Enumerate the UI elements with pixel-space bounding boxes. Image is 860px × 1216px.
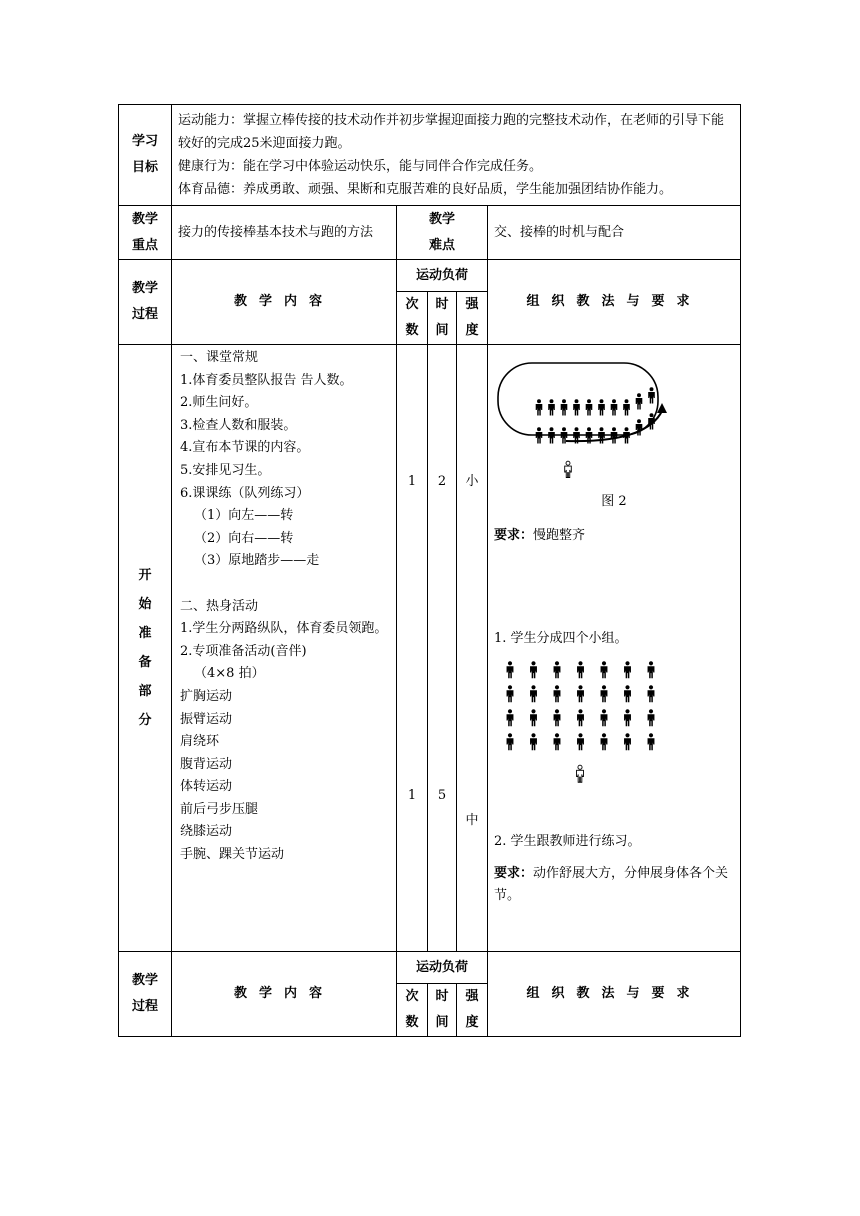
- content-header: 教学内容: [172, 260, 397, 345]
- student-figure-icon: [601, 733, 608, 750]
- student-figure-icon: [530, 661, 537, 678]
- section-label-char: 开: [138, 568, 152, 583]
- student-figure-icon: [586, 399, 593, 415]
- teacher-figure-icon: [577, 765, 584, 782]
- content-line: （2）向右——转: [194, 530, 294, 546]
- content-line: [180, 573, 390, 596]
- content-header-2: 教学内容: [172, 952, 397, 1037]
- student-figure-icon: [548, 427, 555, 443]
- student-figure-icon: [554, 685, 561, 702]
- times-header: [397, 292, 428, 345]
- student-figure-icon: [648, 685, 655, 702]
- running-track: [498, 363, 658, 435]
- section-label-char: 准: [138, 626, 152, 641]
- step-2: 2. 学生跟教师进行练习。: [494, 834, 641, 849]
- student-figure-icon: [507, 733, 514, 750]
- student-figure-icon: [507, 685, 514, 702]
- track-formation-diagram: [496, 357, 676, 497]
- student-figure-icon: [648, 733, 655, 750]
- student-figure-icon: [573, 399, 580, 415]
- section-content: [172, 345, 397, 952]
- content-line: 1.学生分两路纵队，体育委员领跑。: [180, 621, 388, 637]
- student-figure-icon: [554, 661, 561, 678]
- student-figure-icon: [554, 733, 561, 750]
- student-figure-icon: [536, 427, 543, 443]
- section-label-char: 分: [138, 713, 152, 728]
- intensity-cell: [457, 345, 488, 952]
- process-header-row-2: [119, 952, 741, 984]
- student-figure-icon: [530, 733, 537, 750]
- load2-time: 5: [437, 788, 447, 803]
- content-line: 2.师生问好。: [180, 395, 258, 411]
- content-line: 1.体育委员整队报告 告人数。: [180, 372, 353, 388]
- content-line: （4×8 拍）: [194, 666, 265, 682]
- student-figure-icon: [623, 399, 630, 415]
- student-figure-icon: [648, 661, 655, 678]
- objective-health: 健康行为：能在学习中体验运动快乐，能与同伴合作完成任务。: [178, 159, 543, 174]
- content-line: 4.宣布本节课的内容。: [180, 440, 310, 456]
- process-label-text: 教学过程: [131, 281, 158, 322]
- requirement-2-text: 动作舒展大方，分伸展身体各个关节。: [494, 866, 729, 903]
- requirement-2-label: 要求：: [494, 866, 534, 881]
- requirement-1-text: 慢跑整齐: [533, 528, 586, 543]
- load-header-2: 运动负荷: [397, 952, 488, 984]
- key-points-label: [119, 206, 172, 260]
- difficulty-content: [488, 206, 741, 260]
- key-points-row: [119, 206, 741, 260]
- objectives-label: [119, 105, 172, 206]
- four-groups-formation-diagram: [502, 657, 672, 797]
- lesson-plan-document: [118, 104, 741, 1037]
- content-line: 振臂运动: [180, 711, 233, 727]
- student-figure-icon: [507, 709, 514, 726]
- time-header-2-text: 时间: [435, 989, 449, 1030]
- load1-time: 2: [437, 474, 447, 489]
- difficulty-text: 交、接棒的时机与配合: [494, 224, 625, 240]
- student-figure-icon: [636, 393, 643, 409]
- content-line: 6.课课练（队列练习）: [180, 485, 310, 501]
- section-label-char: 部: [138, 684, 152, 699]
- content-line: 体转运动: [180, 779, 233, 795]
- student-figure-icon: [601, 661, 608, 678]
- process-label: [119, 260, 172, 345]
- time-header-text: 时间: [435, 297, 449, 338]
- section-label-char: 备: [138, 655, 152, 670]
- requirement-1: [494, 525, 585, 547]
- student-figure-icon: [648, 709, 655, 726]
- section-label-char: 始: [138, 597, 152, 612]
- student-figure-icon: [548, 399, 555, 415]
- content-line: （1）向左——转: [194, 508, 294, 524]
- student-figure-icon: [577, 733, 584, 750]
- objectives-content: [172, 105, 741, 206]
- process-label-2-text: 教学过程: [131, 973, 158, 1014]
- key-points-label-text: 教学重点: [131, 211, 158, 253]
- load2-times: 1: [407, 788, 417, 803]
- content-line: 3.检查人数和服装。: [180, 417, 297, 433]
- times-header-2-text: 次数: [405, 989, 419, 1030]
- content-line: 绕膝运动: [180, 824, 233, 840]
- content-line: 2.专项准备活动(音伴): [180, 643, 307, 659]
- content-line: 前后弓步压腿: [180, 801, 259, 817]
- method-cell: [488, 345, 741, 952]
- time-header-2: [428, 984, 457, 1037]
- student-row-outer: [536, 413, 655, 443]
- objective-ethics: 体育品德：养成勇敢、顽强、果断和克服苦难的良好品质，学生能加强团结协作能力。: [178, 182, 673, 197]
- content-line: 肩绕环: [180, 734, 220, 750]
- content-line: 扩胸运动: [180, 688, 233, 704]
- objective-motor: 运动能力：掌握立棒传接的技术动作并初步掌握迎面接力跑的完整技术动作，在老师的引导下能较好的完成25米迎面接力跑。: [178, 113, 725, 151]
- content-line: （3）原地踏步——走: [194, 553, 320, 569]
- student-figure-icon: [601, 709, 608, 726]
- key-points-text: 接力的传接棒基本技术与跑的方法: [178, 224, 374, 240]
- load-header: 运动负荷: [397, 260, 488, 292]
- student-figure-icon: [648, 387, 655, 403]
- section-row: [119, 345, 741, 952]
- student-figure-icon: [577, 709, 584, 726]
- student-figure-icon: [554, 709, 561, 726]
- student-row-inner: [536, 387, 655, 415]
- teacher-icon: [577, 765, 584, 782]
- method-header: 组织教法与要求: [488, 260, 741, 345]
- lesson-plan-table: [118, 104, 741, 1037]
- step-1: 1. 学生分成四个小组。: [494, 631, 628, 646]
- student-figure-icon: [530, 709, 537, 726]
- teacher-figure-icon: [565, 461, 572, 477]
- load1-intensity: 小: [465, 474, 479, 489]
- content-line: 一、课堂常规: [180, 350, 259, 365]
- student-groups: [507, 661, 655, 750]
- content-lines: [180, 347, 390, 867]
- content-line: 5.安排见习生。: [180, 462, 271, 478]
- objectives-row: [119, 105, 741, 206]
- times-header-2: [397, 984, 428, 1037]
- student-figure-icon: [624, 661, 631, 678]
- time-cell: [428, 345, 457, 952]
- student-figure-icon: [624, 733, 631, 750]
- student-figure-icon: [530, 685, 537, 702]
- figure-caption: 图 2: [601, 494, 627, 509]
- difficulty-label-text: 教学难点: [428, 211, 455, 253]
- intensity-header: [457, 292, 488, 345]
- requirement-1-label: 要求：: [494, 528, 534, 543]
- objectives-label-text: 学习目标: [131, 134, 158, 175]
- intensity-header-text: 强度: [465, 297, 479, 338]
- student-figure-icon: [507, 661, 514, 678]
- teacher-icon: [565, 461, 572, 477]
- student-figure-icon: [624, 685, 631, 702]
- content-line: 二、热身活动: [180, 598, 259, 614]
- student-figure-icon: [611, 399, 618, 415]
- intensity-header-2-text: 强度: [465, 989, 479, 1030]
- method-header-2: 组织教法与要求: [488, 952, 741, 1037]
- times-header-text: 次数: [405, 297, 419, 338]
- student-figure-icon: [536, 399, 543, 415]
- process-header-row: [119, 260, 741, 292]
- section-label: [119, 345, 172, 952]
- intensity-header-2: [457, 984, 488, 1037]
- student-figure-icon: [561, 399, 568, 415]
- section-label-chars: [119, 561, 171, 735]
- student-figure-icon: [577, 685, 584, 702]
- time-header: [428, 292, 457, 345]
- process-label-2: [119, 952, 172, 1037]
- key-points-content: [172, 206, 397, 260]
- times-cell: [397, 345, 428, 952]
- requirement-2: [494, 863, 734, 907]
- student-figure-icon: [624, 709, 631, 726]
- content-line: 手腕、踝关节运动: [180, 847, 285, 863]
- student-figure-icon: [577, 661, 584, 678]
- student-figure-icon: [611, 427, 618, 443]
- load1-times: 1: [407, 474, 417, 489]
- content-line: 腹背运动: [180, 756, 233, 772]
- difficulty-label: [397, 206, 488, 260]
- load2-intensity: 中: [465, 813, 479, 828]
- student-figure-icon: [601, 685, 608, 702]
- student-figure-icon: [598, 399, 605, 415]
